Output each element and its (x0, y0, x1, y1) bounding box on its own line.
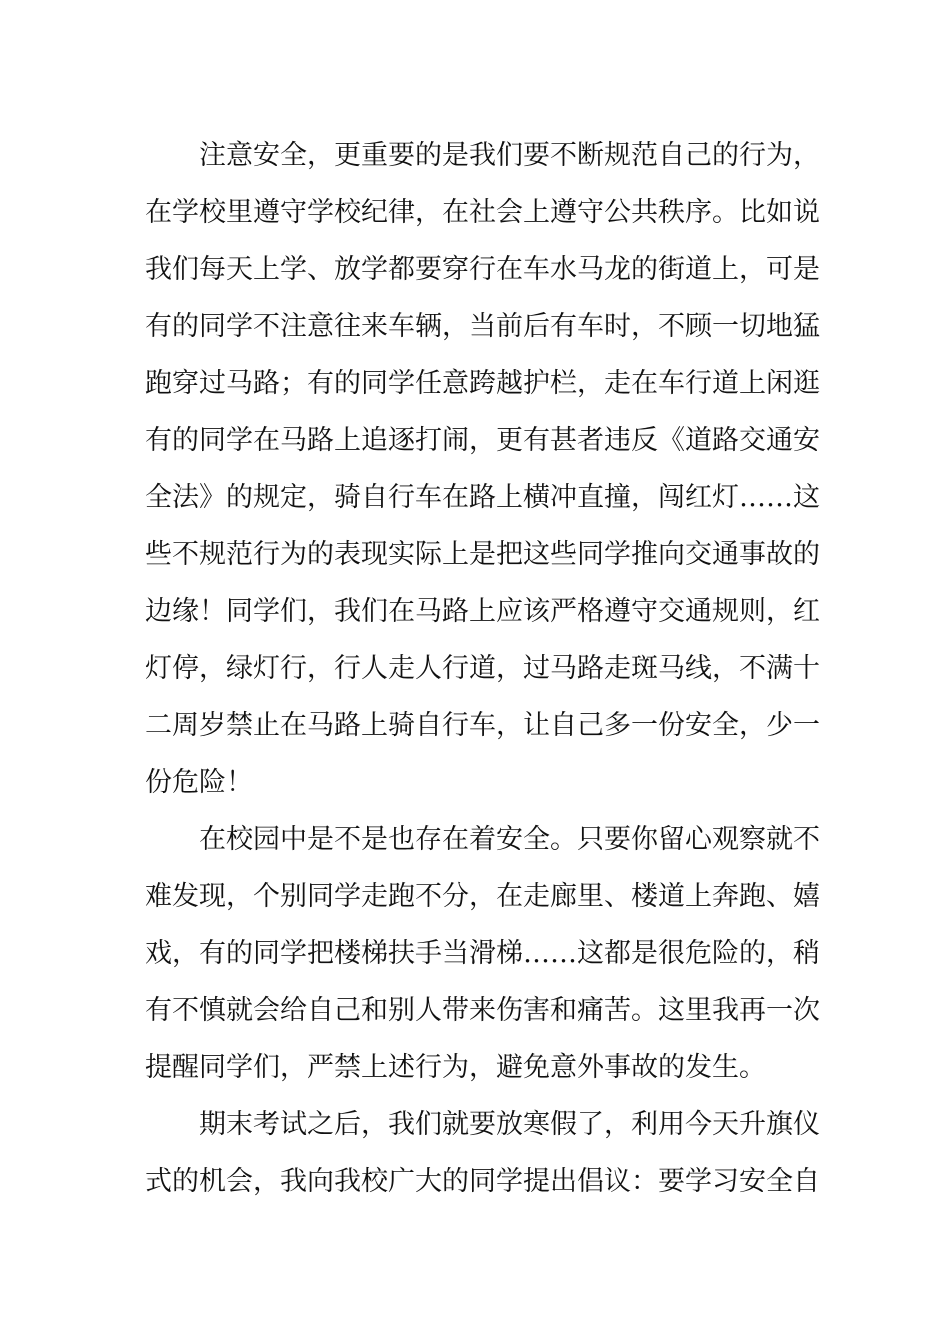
text-line: 期末考试之后，我们就要放寒假了，利用今天升旗仪 (199, 1109, 820, 1140)
text-line: 灯停，绿灯行，行人走人行道，过马路走斑马线，不满十 (145, 653, 820, 684)
text-line: 些不规范行为的表现实际上是把这些同学推向交通事故的 (145, 539, 820, 570)
paragraph-traffic-safety (145, 127, 820, 811)
document-body (145, 127, 820, 1210)
text-line: 跑穿过马路；有的同学任意跨越护栏，走在车行道上闲逛 (145, 368, 820, 399)
text-line: 份危险！ (145, 767, 253, 798)
text-line: 有的同学在马路上追逐打闹，更有甚者违反《道路交通安 (145, 425, 820, 456)
paragraph-campus-safety (145, 811, 820, 1096)
text-line: 边缘！同学们，我们在马路上应该严格遵守交通规则，红 (145, 596, 820, 627)
text-line: 戏，有的同学把楼梯扶手当滑梯……这都是很危险的，稍 (145, 938, 820, 969)
text-line: 式的机会，我向我校广大的同学提出倡议：要学习安全自 (145, 1166, 820, 1197)
text-line: 有不慎就会给自己和别人带来伤害和痛苦。这里我再一次 (145, 995, 820, 1026)
text-line: 提醒同学们，严禁上述行为，避免意外事故的发生。 (145, 1052, 766, 1083)
text-line: 注意安全，更重要的是我们要不断规范自己的行为， (199, 140, 820, 171)
text-line: 我们每天上学、放学都要穿行在车水马龙的街道上，可是 (145, 254, 820, 285)
text-line: 二周岁禁止在马路上骑自行车，让自己多一份安全，少一 (145, 710, 820, 741)
text-line: 在校园中是不是也存在着安全。只要你留心观察就不 (199, 824, 820, 855)
paragraph-winter-break (145, 1096, 820, 1210)
text-line: 难发现，个别同学走跑不分，在走廊里、楼道上奔跑、嬉 (145, 881, 820, 912)
text-line: 在学校里遵守学校纪律，在社会上遵守公共秩序。比如说 (145, 197, 820, 228)
text-line: 全法》的规定，骑自行车在路上横冲直撞，闯红灯……这 (145, 482, 820, 513)
text-line: 有的同学不注意往来车辆，当前后有车时，不顾一切地猛 (145, 311, 820, 342)
